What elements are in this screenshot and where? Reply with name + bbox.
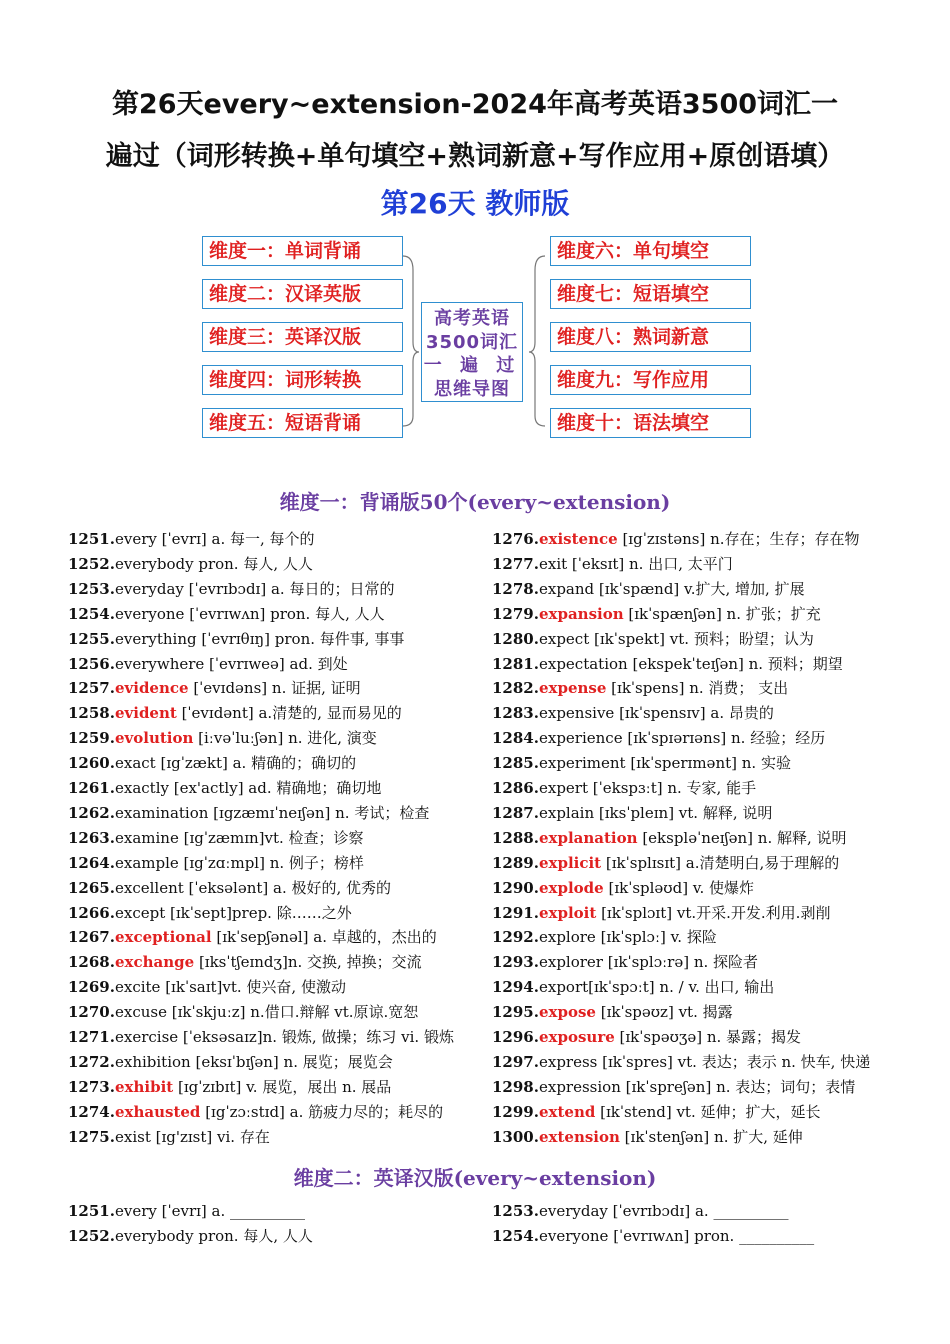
entry-number: 1264. — [68, 853, 115, 872]
mindmap-right-2: 维度七：短语填空 — [550, 279, 751, 309]
vocab-entry — [492, 803, 772, 823]
vocab-entry — [492, 1002, 733, 1022]
entry-word: expense — [538, 679, 607, 698]
entry-number: 1280. — [492, 629, 539, 648]
entry-number: 1271. — [68, 1028, 115, 1046]
entry-definition: [ɪkˈstenʃən] n. 扩大, 延伸 — [619, 1127, 803, 1146]
entry-definition: [ɪkˈspænd] v.扩大, 增加, 扩展 — [594, 579, 805, 598]
entry-definition: [ɪkˈspens] n. 消费； 支出 — [606, 679, 789, 698]
entry-number: 1254. — [68, 604, 115, 623]
entry-definition: [ɪksˈtʃeɪndʒ]n. 交换, 掉换；交流 — [194, 953, 422, 972]
entry-word: evident — [114, 704, 177, 723]
vocab-entry — [68, 903, 352, 923]
entry-word: exploit — [538, 903, 597, 922]
entry-word: exhibit — [114, 1077, 174, 1096]
entry-definition: [ˈevrɪweə] ad. 到处 — [204, 654, 348, 673]
entry-definition: [ˈevrɪwʌn] pron. 每人, 人人 — [184, 604, 385, 623]
entry-number: 1284. — [492, 729, 539, 748]
entry-word: exact — [114, 754, 156, 773]
entry-word: every — [114, 530, 157, 548]
mindmap-center — [421, 302, 523, 402]
vocab-entry — [492, 654, 843, 674]
entry-definition: [ɪgˈzɑːmpl] n. 例子；榜样 — [178, 853, 364, 872]
vocab-entry — [68, 977, 346, 997]
mindmap-left-2: 维度二：汉译英版 — [202, 279, 403, 309]
entry-number: 1267. — [68, 928, 115, 947]
entry-word: exactly — [114, 779, 169, 797]
entry-definition: [ˈevrɪwʌn] pron. __________ — [608, 1227, 815, 1245]
entry-number: 1270. — [68, 1003, 115, 1022]
entry-definition: [ˈeksələnt] a. 极好的, 优秀的 — [183, 878, 392, 897]
entry-word: exhibition — [114, 1052, 191, 1071]
entry-definition: [ɪkˈspəʊʒə] n. 暴露；揭发 — [614, 1028, 802, 1046]
entry-definition: [ɪkˈspləʊd] v. 使爆炸 — [603, 878, 755, 897]
entry-word: everyday — [538, 1202, 608, 1220]
entry-definition: [ɪkˈspres] vt. 表达；表示 n. 快车, 快递 — [597, 1052, 871, 1071]
entry-definition: [eksɪˈbɪʃən] n. 展览；展览会 — [190, 1052, 393, 1071]
vocab-entry — [492, 778, 756, 798]
entry-word: example — [114, 853, 179, 872]
vocab-entry — [492, 1027, 801, 1047]
entry-number: 1269. — [68, 978, 115, 997]
entry-word: everywhere — [114, 654, 205, 673]
entry-word: everybody — [114, 1227, 194, 1245]
vocab-entry — [492, 828, 847, 848]
entry-word: expression — [538, 1077, 621, 1096]
entry-definition: [ɪkˈspekt] vt. 预料；盼望；认为 — [589, 629, 814, 648]
entry-definition: [ɪgˈzækt] a. 精确的；确切的 — [155, 754, 357, 773]
entry-word: experience — [538, 729, 623, 748]
entry-word: expansion — [538, 604, 624, 623]
vocab-entry — [68, 554, 313, 574]
entry-definition: [ˈeksɪt] n. 出口, 太平门 — [567, 554, 733, 573]
entry-number: 1252. — [68, 554, 115, 573]
entry-word: existence — [538, 530, 618, 548]
entry-definition: pron. 每人, 人人 — [193, 1227, 313, 1245]
entry-number: 1291. — [492, 903, 539, 922]
entry-number: 1256. — [68, 654, 115, 673]
mindmap-right-4: 维度九：写作应用 — [550, 365, 751, 395]
entry-number: 1262. — [68, 803, 115, 822]
entry-number: 1251. — [68, 530, 115, 548]
section-2-heading: 维度二：英译汉版(every~extension) — [293, 1166, 657, 1190]
vocab-entry — [492, 927, 717, 947]
entry-definition: [ɪg'zɪst] vi. 存在 — [150, 1127, 270, 1146]
vocab-entry — [68, 952, 422, 972]
entry-definition: [ekspekˈteɪʃən] n. 预料；期望 — [627, 654, 843, 673]
entry-word: export — [538, 978, 589, 997]
mindmap-center-line-1: 高考英语 — [434, 308, 510, 329]
vocab-entry — [68, 878, 391, 898]
entry-number: 1293. — [492, 953, 539, 972]
entry-number: 1294. — [492, 978, 539, 997]
vocab-entry — [492, 1077, 855, 1097]
entry-number: 1281. — [492, 654, 539, 673]
vocab-entry — [68, 1201, 305, 1221]
entry-number: 1265. — [68, 878, 115, 897]
entry-definition: [ɪkˈsplɔɪt] vt.开采.开发.利用.剥削 — [596, 903, 831, 922]
entry-word: extension — [538, 1127, 620, 1146]
entry-definition: [ɪgˈzɪstəns] n.存在；生存；存在物 — [617, 530, 860, 548]
vocab-entry — [68, 803, 429, 823]
vocab-entry — [68, 728, 377, 748]
entry-definition: [ɪkˈsplɔː] v. 探险 — [595, 928, 717, 947]
entry-number: 1282. — [492, 679, 539, 698]
entry-number: 1263. — [68, 828, 115, 847]
entry-number: 1292. — [492, 928, 539, 947]
entry-definition: [ɪkˈstend] vt. 延伸；扩大，延长 — [595, 1102, 821, 1121]
entry-definition: [ˈevrɪθɪŋ] pron. 每件事, 事事 — [196, 629, 405, 648]
entry-word: everyone — [114, 604, 185, 623]
entry-number: 1255. — [68, 629, 115, 648]
entry-number: 1283. — [492, 704, 539, 723]
entry-definition: [ɪkˈspəʊz] vt. 揭露 — [595, 1003, 733, 1022]
entry-definition: [ɪgˈzɔːstɪd] a. 筋疲力尽的；耗尽的 — [200, 1102, 444, 1121]
entry-word: everybody — [114, 554, 194, 573]
vocab-entry — [68, 579, 394, 599]
entry-number: 1299. — [492, 1102, 539, 1121]
entry-number: 1296. — [492, 1028, 539, 1046]
vocab-entry — [492, 1226, 814, 1246]
entry-number: 1272. — [68, 1052, 115, 1071]
vocab-entry — [68, 529, 315, 549]
entry-word: expect — [538, 629, 590, 648]
entry-word: exhausted — [114, 1102, 201, 1121]
entry-definition: [ˈevrɪ] a. __________ — [156, 1202, 306, 1220]
entry-word: exchange — [114, 953, 195, 972]
entry-definition: [ɪkˈsperɪmənt] n. 实验 — [625, 754, 791, 773]
entry-definition: [ɪgzæmɪˈneɪʃən] n. 考试；检查 — [208, 803, 430, 822]
vocab-entry — [492, 1127, 803, 1147]
teacher-edition-subtitle: 第26天 教师版 — [380, 187, 570, 220]
entry-definition: [ɪkˈsepʃənəl] a. 卓越的，杰出的 — [211, 928, 437, 947]
entry-word: expert — [538, 779, 588, 797]
vocab-entry — [68, 1102, 443, 1122]
entry-definition: [ˈekspɜːt] n. 专家, 能手 — [588, 779, 757, 797]
entry-word: explicit — [538, 853, 602, 872]
mindmap-right-3: 维度八：熟词新意 — [550, 322, 751, 352]
entry-definition: [ɪkˈsept]prep. 除……之外 — [165, 903, 352, 922]
entry-definition: [ekspləˈneɪʃən] n. 解释, 说明 — [637, 828, 847, 847]
vocab-entry — [492, 703, 774, 723]
entry-definition: [ˈevrɪbɔdɪ] a. __________ — [607, 1202, 789, 1220]
entry-number: 1252. — [68, 1227, 115, 1245]
entry-word: exit — [538, 554, 568, 573]
entry-number: 1274. — [68, 1102, 115, 1121]
entry-number: 1286. — [492, 779, 539, 797]
mindmap-left-3: 维度三：英译汉版 — [202, 322, 403, 352]
entry-word: everyone — [538, 1227, 609, 1245]
entry-number: 1253. — [492, 1202, 539, 1220]
entry-word: exercise — [114, 1028, 179, 1046]
vocab-entry — [68, 927, 437, 947]
entry-definition: [ex'actly] ad. 精确地；确切地 — [168, 779, 382, 797]
entry-number: 1260. — [68, 754, 115, 773]
entry-definition: [ˈevrɪ] a. 每一, 每个的 — [156, 530, 315, 548]
entry-word: every — [114, 1202, 157, 1220]
entry-word: expand — [538, 579, 595, 598]
mindmap-center-line-3: 一 遍 过 — [423, 355, 521, 376]
title-line-2: 遍过（词形转换+单句填空+熟词新意+写作应用+原创语填） — [105, 141, 845, 172]
mindmap-right-5: 维度十：语法填空 — [550, 408, 751, 438]
entry-number: 1297. — [492, 1052, 539, 1071]
entry-number: 1259. — [68, 729, 115, 748]
entry-definition: [iːvəˈluːʃən] n. 进化, 演变 — [193, 729, 377, 748]
entry-definition: [ˈevɪdənt] a.清楚的, 显而易见的 — [176, 704, 402, 723]
vocab-entry — [68, 604, 385, 624]
entry-number: 1268. — [68, 953, 115, 972]
entry-word: examination — [114, 803, 209, 822]
entry-word: exceptional — [114, 928, 212, 947]
entry-word: explanation — [538, 828, 638, 847]
vocab-entry — [68, 654, 348, 674]
entry-definition: [ɪkˈspɔːt] n. / v. 出口, 输出 — [588, 978, 775, 997]
entry-definition: [ɪksˈpleɪn] vt. 解释, 说明 — [594, 803, 773, 822]
entry-word: explain — [538, 803, 595, 822]
entry-number: 1258. — [68, 704, 115, 723]
entry-number: 1300. — [492, 1127, 539, 1146]
entry-definition: pron. 每人, 人人 — [193, 554, 313, 573]
entry-word: express — [538, 1052, 598, 1071]
entry-number: 1254. — [492, 1227, 539, 1245]
vocab-entry — [492, 1052, 870, 1072]
entry-number: 1253. — [68, 579, 115, 598]
vocab-entry — [68, 1127, 270, 1147]
vocab-entry — [68, 828, 364, 848]
vocab-entry — [68, 853, 364, 873]
title-line-1: 第26天every~extension-2024年高考英语3500词汇一 — [111, 89, 839, 120]
vocab-entry — [492, 629, 814, 649]
entry-word: excuse — [114, 1003, 167, 1022]
vocab-entry — [68, 1027, 454, 1047]
vocab-entry — [68, 1052, 393, 1072]
entry-number: 1285. — [492, 754, 539, 773]
entry-number: 1277. — [492, 554, 539, 573]
entry-number: 1298. — [492, 1077, 539, 1096]
entry-word: explorer — [538, 953, 603, 972]
entry-word: evidence — [114, 679, 189, 698]
entry-number: 1261. — [68, 779, 115, 797]
vocab-entry — [492, 529, 860, 549]
entry-number: 1278. — [492, 579, 539, 598]
vocab-entry — [492, 579, 805, 599]
entry-definition: [ɪgˈzɪbɪt] v. 展览，展出 n. 展品 — [173, 1077, 392, 1096]
entry-definition: [ɪkˈskjuːz] n.借口.辩解 vt.原谅.宽恕 — [166, 1003, 419, 1022]
entry-word: exposure — [538, 1028, 615, 1046]
vocab-entry — [492, 554, 733, 574]
vocab-entry — [68, 778, 381, 798]
vocab-entry — [492, 678, 788, 698]
entry-number: 1257. — [68, 679, 115, 698]
mindmap-center-line-2: 3500词汇 — [425, 331, 519, 353]
entry-definition: [ɪkˈspɪərɪəns] n. 经验；经历 — [622, 729, 826, 748]
entry-word: everyday — [114, 579, 184, 598]
entry-word: expectation — [538, 654, 628, 673]
entry-definition: [ɪkˈspænʃən] n. 扩张；扩充 — [623, 604, 821, 623]
vocab-entry — [492, 853, 839, 873]
entry-number: 1279. — [492, 604, 539, 623]
entry-word: expose — [538, 1003, 596, 1022]
vocab-entry — [68, 703, 402, 723]
vocab-entry — [68, 753, 356, 773]
entry-word: explore — [538, 928, 596, 947]
entry-number: 1266. — [68, 903, 115, 922]
entry-number: 1295. — [492, 1003, 539, 1022]
entry-definition: [ɪgˈzæmɪn]vt. 检查；诊察 — [178, 828, 364, 847]
entry-definition: [ɪkˈspreʃən] n. 表达；词句；表情 — [620, 1077, 856, 1096]
entry-number: 1273. — [68, 1077, 115, 1096]
vocab-entry — [492, 753, 791, 773]
entry-word: explode — [538, 878, 604, 897]
section-1-heading: 维度一：背诵版50个(every~extension) — [279, 490, 671, 514]
mindmap-left-5: 维度五：短语背诵 — [202, 408, 403, 438]
entry-word: expensive — [538, 704, 615, 723]
entry-number: 1290. — [492, 878, 539, 897]
mindmap-right-1: 维度六：单句填空 — [550, 236, 751, 266]
entry-word: extend — [538, 1102, 596, 1121]
vocab-entry — [68, 1226, 313, 1246]
vocab-entry — [492, 604, 821, 624]
vocab-entry — [492, 903, 830, 923]
entry-definition: [ɪkˈsaɪt]vt. 使兴奋, 使激动 — [160, 978, 346, 997]
entry-word: except — [114, 903, 166, 922]
entry-word: exist — [114, 1127, 151, 1146]
entry-word: evolution — [114, 729, 194, 748]
vocab-entry — [492, 1201, 788, 1221]
vocab-entry — [68, 629, 404, 649]
mindmap-left-1: 维度一：单词背诵 — [202, 236, 403, 266]
vocab-entry — [492, 728, 825, 748]
entry-definition: [ˈevɪdəns] n. 证据, 证明 — [188, 679, 361, 698]
entry-word: everything — [114, 629, 197, 648]
vocab-entry — [492, 952, 758, 972]
mindmap-left-4: 维度四：词形转换 — [202, 365, 403, 395]
entry-number: 1287. — [492, 803, 539, 822]
entry-word: excellent — [114, 878, 184, 897]
vocab-entry — [68, 1077, 391, 1097]
entry-number: 1288. — [492, 828, 539, 847]
vocab-entry — [492, 878, 754, 898]
mindmap-center-line-4: 思维导图 — [434, 378, 510, 400]
vocab-entry — [68, 1002, 418, 1022]
vocab-entry — [492, 1102, 821, 1122]
entry-definition: [ɪkˈsplɔːrə] n. 探险者 — [602, 953, 759, 972]
entry-definition: [ɪkˈspensɪv] a. 昂贵的 — [614, 704, 774, 723]
entry-number: 1276. — [492, 530, 539, 548]
entry-word: experiment — [538, 754, 626, 773]
entry-definition: [ɪkˈsplɪsɪt] a.清楚明白,易于理解的 — [601, 853, 840, 872]
vocab-entry — [492, 977, 774, 997]
entry-number: 1289. — [492, 853, 539, 872]
entry-number: 1251. — [68, 1202, 115, 1220]
entry-word: excite — [114, 978, 161, 997]
entry-definition: [ˈeksəsaɪz]n. 锻炼, 做操；练习 vi. 锻炼 — [178, 1028, 454, 1046]
entry-definition: [ˈevrɪbɔdɪ] a. 每日的；日常的 — [183, 579, 395, 598]
entry-number: 1275. — [68, 1127, 115, 1146]
entry-word: examine — [114, 828, 179, 847]
vocab-entry — [68, 678, 361, 698]
